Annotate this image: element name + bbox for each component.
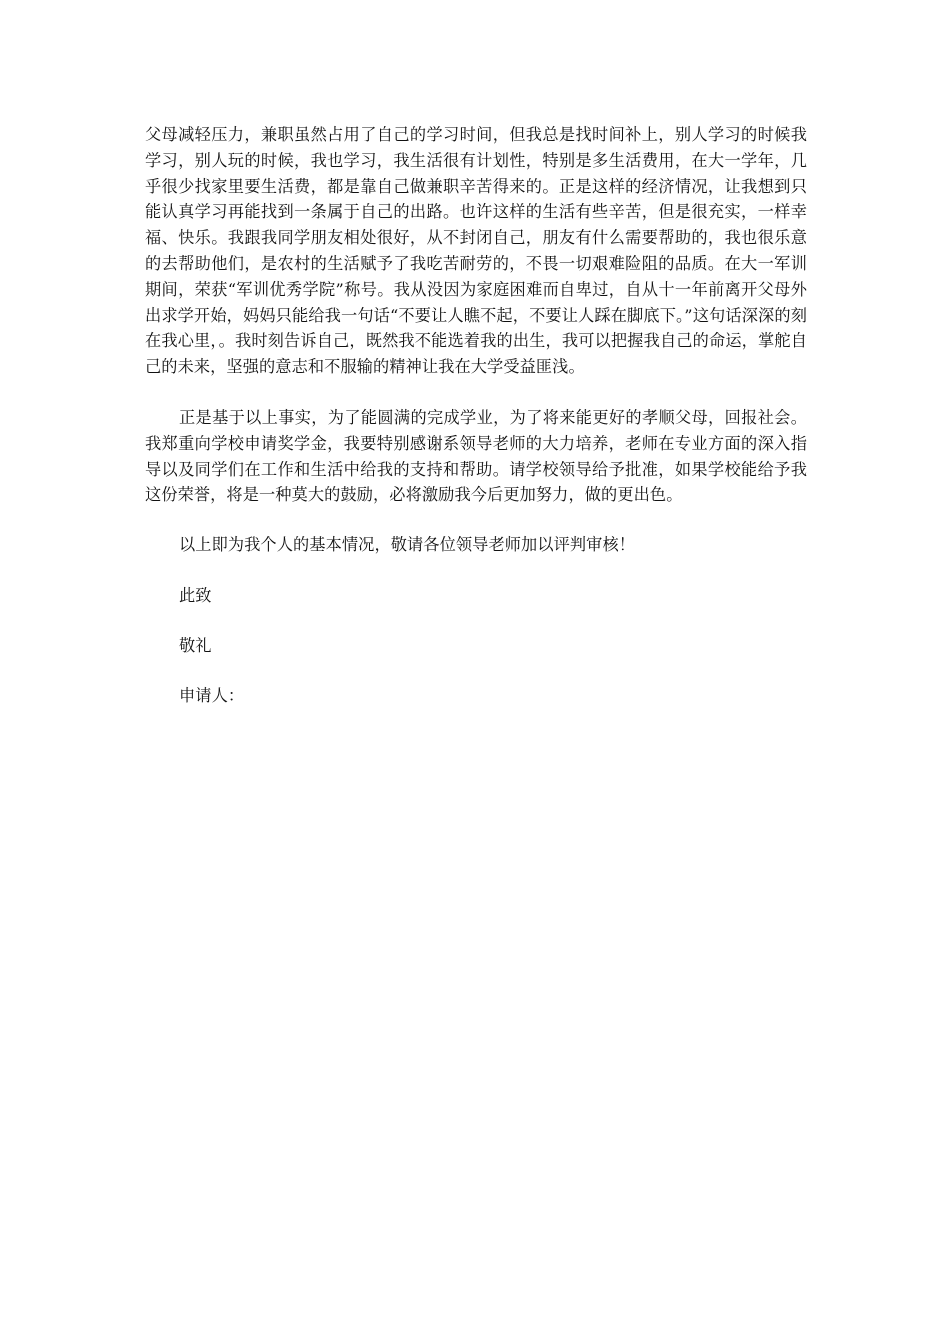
paragraph-family-background: 父母减轻压力，兼职虽然占用了自己的学习时间，但我总是找时间补上，别人学习的时候我学习，别人玩的时候，我也学习，我生活很有计划性，特别是多生活费用，在大一学年，几乎很少找家里要生活费，都是靠自己做兼职辛苦得来的。正是这样的经济情况，让我想到只能认真学习再能找到一条属于自己的出路。也许这样的生活有些辛苦，但是很充实，一样幸福、快乐。我跟我同学朋友相处很好，从不封闭自己，朋友有什么需要帮助的，我也很乐意的去帮助他们，是农村的生活赋予了我吃苦耐劳的，不畏一切艰难险阻的品质。在大一军训期间，荣获“军训优秀学院”称号。我从没因为家庭困难而自卑过，自从十一年前离开父母外出求学开始，妈妈只能给我一句话“不要让人瞧不起，不要让人踩在脚底下。”这句话深深的刻在我心里，。我时刻告诉自己，既然我不能选着我的出生，我可以把握我自己的命运，掌舵自己的未来，坚强的意志和不服输的精神让我在大学受益匪浅。 [145, 125, 807, 377]
paragraph-review-request: 以上即为我个人的基本情况，敬请各位领导老师加以评判审核！ [179, 535, 636, 555]
closing-regards: 敬礼 [179, 635, 212, 655]
letter-body [145, 122, 807, 708]
applicant-label: 申请人： [179, 685, 245, 705]
paragraph-application-reason: 正是基于以上事实，为了能圆满的完成学业，为了将来能更好的孝顺父母，回报社会。我郑重向学校申请奖学金，我要特别感谢系领导老师的大力培养，老师在专业方面的深入指导以及同学们在工作和生活中给我的支持和帮助。请学校领导给予批准，如果学校能给予我这份荣誉，将是一种莫大的鼓励，必将激励我今后更加努力，做的更出色。 [145, 407, 807, 505]
closing-salutation: 此致 [179, 585, 212, 605]
